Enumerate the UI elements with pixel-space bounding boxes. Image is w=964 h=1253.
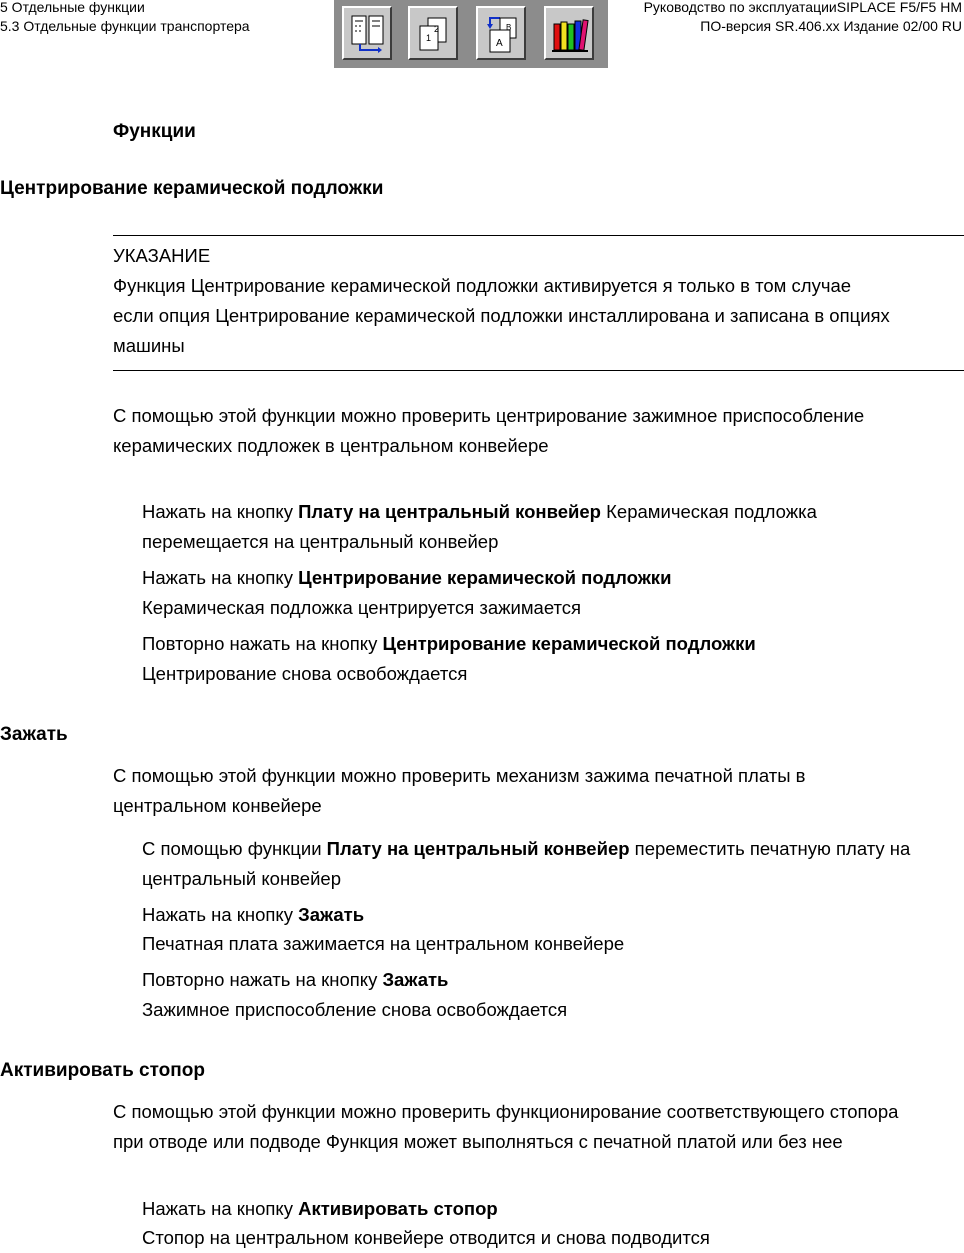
header-manual-title: Руководство по эксплуатацииSIPLACE F5/F5 HM <box>643 0 962 15</box>
centering-intro-2: керамических подложек в центральном конвейере <box>113 435 549 456</box>
centering-step-1: Нажать на кнопку Плату на центральный конвейер Керамическая подложка <box>142 501 817 522</box>
note-line-3: машины <box>113 335 185 356</box>
note-label: УКАЗАНИЕ <box>113 245 211 266</box>
ceramic-centering-button-label: Центрирование керамической подложки <box>298 567 672 588</box>
library-icon <box>550 12 590 56</box>
svg-text:1: 1 <box>426 33 432 43</box>
back-icon <box>482 12 522 56</box>
svg-text:B: B <box>506 23 512 32</box>
clamp-intro-2: центральном конвейере <box>113 795 322 816</box>
header-section: 5.3 Отдельные функции транспортера <box>0 18 250 34</box>
clamp-step-3-result: Зажимное приспособление снова освобождается <box>142 999 568 1020</box>
header-chapter: 5 Отдельные функции <box>0 0 145 15</box>
contents-button[interactable] <box>342 6 392 60</box>
stopper-step-1-result: Стопор на центральном конвейере отводится и снова подводится <box>142 1227 710 1248</box>
clamp-step-2: Нажать на кнопку Зажать <box>142 904 365 925</box>
note-top-rule <box>113 235 964 236</box>
centering-heading: Центрирование керамической подложки <box>0 178 384 199</box>
clamp-intro-1: С помощью этой функции можно проверить механизм зажима печатной платы в <box>113 765 806 786</box>
stopper-heading: Активировать стопор <box>0 1060 205 1081</box>
clamp-step-1: С помощью функции Плату на центральный конвейер переместить печатную плату на <box>142 838 911 859</box>
stopper-intro-1: С помощью этой функции можно проверить функционирование соответствующего стопора <box>113 1101 899 1122</box>
centering-step-2-result: Керамическая подложка центрируется зажимается <box>142 597 582 618</box>
clamp-step-2-result: Печатная плата зажимается на центральном конвейере <box>142 933 625 954</box>
header-version: ПО-версия SR.406.xx Издание 02/00 RU <box>700 18 962 34</box>
centering-intro-1: С помощью этой функции можно проверить центрирование зажимное приспособление <box>113 405 865 426</box>
back-button[interactable] <box>476 6 526 60</box>
navigation-toolbar <box>334 0 608 68</box>
centering-step-3-result: Центрирование снова освобождается <box>142 663 468 684</box>
clamp-heading: Зажать <box>0 724 68 745</box>
plate-to-center-conveyor-button-label: Плату на центральный конвейер <box>298 501 601 522</box>
page-icon <box>414 12 454 56</box>
centering-step-3: Повторно нажать на кнопку Центрирование керамической подложки <box>142 633 756 654</box>
ceramic-centering-button-label-repeat: Центрирование керамической подложки <box>382 633 756 654</box>
library-button[interactable] <box>544 6 594 60</box>
activate-stopper-button-label: Активировать стопор <box>298 1198 498 1219</box>
clamp-button-label: Зажать <box>298 904 365 925</box>
stopper-intro-2: при отводе или подводе Функция может выполняться с печатной платой или без нее <box>113 1131 843 1152</box>
centering-step-1-result: перемещается на центральный конвейер <box>142 531 499 552</box>
svg-text:A: A <box>496 38 503 49</box>
functions-heading: Функции <box>113 121 196 142</box>
note-line-2: если опция Центрирование керамической подложки инсталлирована и записана в опциях <box>113 305 890 326</box>
note-bottom-rule <box>113 370 964 371</box>
clamp-step-3: Повторно нажать на кнопку Зажать <box>142 969 449 990</box>
centering-step-2: Нажать на кнопку Центрирование керамической подложки <box>142 567 672 588</box>
clamp-button-label-repeat: Зажать <box>382 969 449 990</box>
svg-text:2: 2 <box>434 24 440 34</box>
contents-icon <box>348 12 388 56</box>
plate-to-center-conveyor-function-label: Плату на центральный конвейер <box>326 838 630 859</box>
stopper-step-1: Нажать на кнопку Активировать стопор <box>142 1198 498 1219</box>
clamp-step-1-result: центральный конвейер <box>142 868 341 889</box>
note-line-1: Функция Центрирование керамической подложки активируется я только в том случае <box>113 275 852 296</box>
page-button[interactable] <box>408 6 458 60</box>
